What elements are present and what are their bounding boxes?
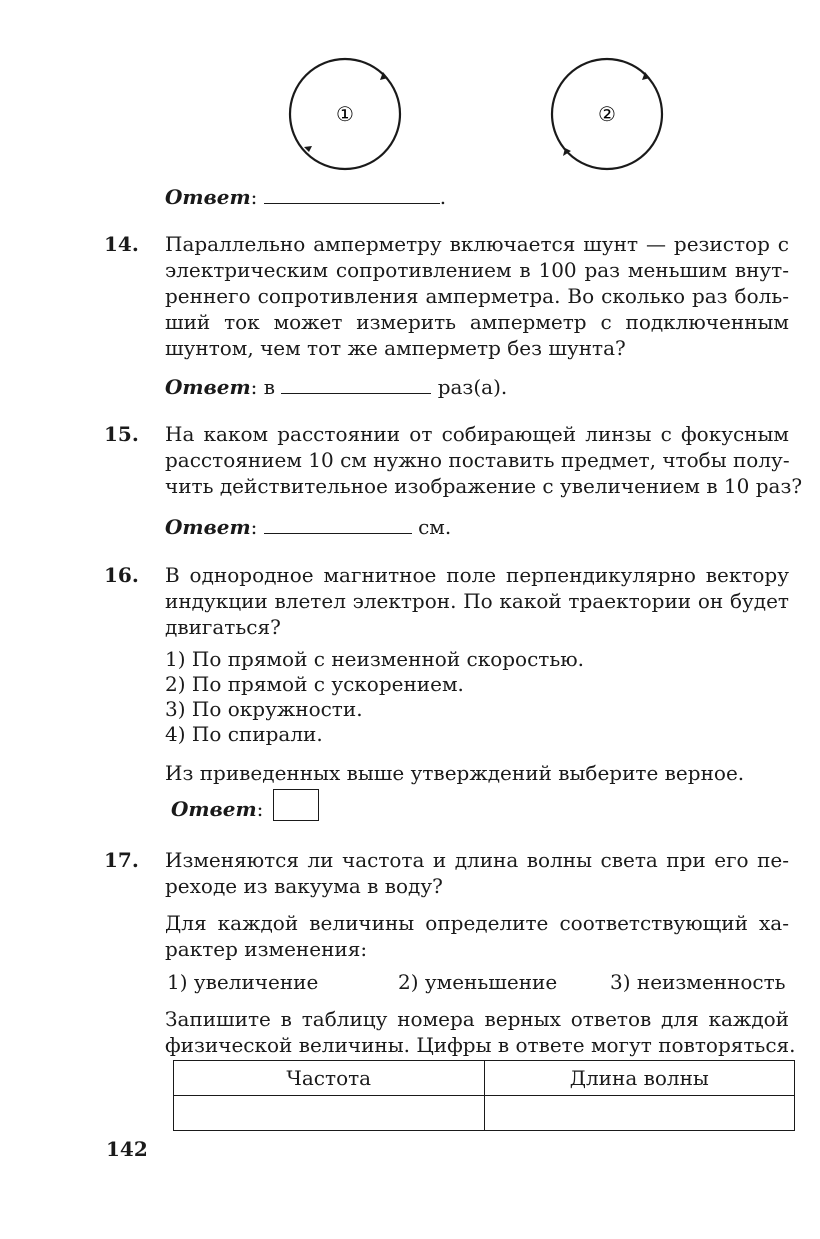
table-cell-wavelength-answer[interactable] (484, 1096, 794, 1131)
q16-option-3: 3) По окружности. (165, 697, 363, 721)
q15-line-3: чить действительное изображение с увеличением в 10 раз? (165, 474, 803, 498)
q14-number: 14. (104, 232, 139, 256)
q14-answer: Ответ: в раз(а). (165, 375, 508, 399)
circle-1-label: ① (336, 102, 354, 126)
q14-line-1: Параллельно амперметру включается шунт — резистор с (165, 232, 789, 256)
q14-answer-label: Ответ (165, 375, 251, 399)
q17-choice-1: 1) увеличение (167, 970, 319, 994)
table-cell-frequency-answer[interactable] (174, 1096, 485, 1131)
q17-line-2: реходе из вакуума в воду? (165, 874, 443, 898)
q15-line-2: расстоянием 10 см нужно поставить предмет, чтобы полу- (165, 448, 790, 472)
q16-line-1: В однородное магнитное поле перпендикулярно вектору (165, 563, 789, 587)
q16-instruction: Из приведенных выше утверждений выберите верное. (165, 761, 745, 785)
q17-choice-3: 3) неизменность (610, 970, 786, 994)
q15-line-1: На каком расстоянии от собирающей линзы с фокусным (165, 422, 789, 446)
q13-answer-suffix: . (439, 185, 447, 209)
q14-answer-blank[interactable] (281, 375, 431, 394)
q15-answer-blank[interactable] (264, 515, 412, 534)
q16-option-4: 4) По спирали. (165, 722, 323, 746)
table-header-frequency: Частота (174, 1061, 485, 1096)
q17-number: 17. (104, 848, 139, 872)
page-number: 142 (106, 1137, 148, 1161)
circle-figure-1 (287, 56, 403, 172)
q14-answer-suffix: раз(а). (437, 375, 508, 399)
q17-answer-table (173, 1060, 795, 1131)
q17-line-1: Изменяются ли частота и длина волны света при его пе- (165, 848, 789, 872)
table-header-wavelength: Длина волны (484, 1061, 794, 1096)
q13-answer-label: Ответ (165, 185, 251, 209)
q17-table-instruction-1: Запишите в таблицу номера верных ответов для каждой (165, 1007, 789, 1031)
circle-figure-2 (549, 56, 665, 172)
q16-line-3: двигаться? (165, 615, 281, 639)
q16-number: 16. (104, 563, 139, 587)
q15-answer: Ответ: см. (165, 515, 452, 539)
q17-instruction-1: Для каждой величины определите соответствующий ха- (165, 911, 789, 935)
q15-answer-label: Ответ (165, 515, 251, 539)
q15-answer-suffix: см. (418, 515, 452, 539)
q16-option-1: 1) По прямой с неизменной скоростью. (165, 647, 585, 671)
q16-option-2: 2) По прямой с ускорением. (165, 672, 464, 696)
q16-line-2: индукции влетел электрон. По какой траектории он будет (165, 589, 789, 613)
q14-line-4: ший ток может измерить амперметр с подключенным (165, 310, 789, 334)
q13-answer: Ответ: . (165, 185, 447, 209)
q14-line-5: шунтом, чем тот же амперметр без шунта? (165, 336, 626, 360)
q16-answer-label: Ответ (171, 797, 257, 821)
q17-instruction-2: рактер изменения: (165, 937, 368, 961)
q16-answer-box[interactable] (273, 789, 319, 821)
q16-answer: Ответ: (171, 797, 264, 821)
q15-number: 15. (104, 422, 139, 446)
q13-answer-blank[interactable] (264, 185, 440, 204)
q14-line-2: электрическим сопротивлением в 100 раз меньшим внут- (165, 258, 789, 282)
q17-choice-2: 2) уменьшение (398, 970, 558, 994)
q14-line-3: реннего сопротивления амперметра. Во сколько раз боль- (165, 284, 789, 308)
q14-answer-prefix: в (263, 375, 275, 399)
q17-table-instruction-2: физической величины. Цифры в ответе могут повторяться. (165, 1033, 796, 1057)
circle-2-label: ② (598, 102, 616, 126)
